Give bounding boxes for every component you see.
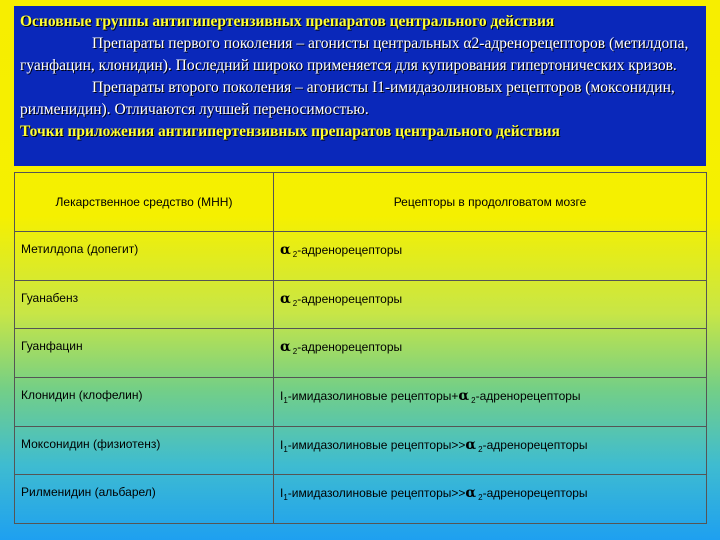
- alpha-symbol: α: [280, 290, 291, 307]
- col-receptor-header: Рецепторы в продолговатом мозге: [274, 173, 707, 232]
- subscript: 1: [283, 444, 288, 454]
- drug-cell: Рилменидин (альбарел): [15, 475, 274, 524]
- subscript: 1: [283, 493, 288, 503]
- alpha-symbol: α: [465, 485, 477, 502]
- alpha-symbol: α: [458, 387, 470, 404]
- receptor-text: -адренорецепторы: [482, 437, 588, 452]
- receptor-text: -имидазолиновые рецепторы: [287, 486, 452, 501]
- receptor-text: -имидазолиновые рецепторы: [287, 437, 452, 452]
- subscript: 2: [292, 298, 298, 308]
- receptor-cell: [274, 475, 707, 524]
- table-title: Точки приложения антигипертензивных препаратов центрального действия: [20, 123, 560, 140]
- table-row: [15, 280, 707, 329]
- subscript: 2: [292, 347, 298, 357]
- col-drug-header: Лекарственное средство (МНН): [15, 173, 274, 232]
- table-row: [15, 232, 707, 281]
- gtgt-text: >>: [451, 486, 466, 501]
- drug-cell: Гуанфацин: [15, 329, 274, 378]
- table-row: [15, 377, 707, 426]
- i-symbol: I: [280, 388, 284, 403]
- alpha-symbol: α: [280, 242, 291, 258]
- subscript: 2: [478, 493, 483, 503]
- second-generation-paragraph: Препараты второго поколения – агонисты I1-имидазолиновых рецепторов (моксонидин, рилменидин). Отличаются лучшей переносимостью.: [20, 79, 675, 118]
- receptor-text: -адренорецепторы: [297, 243, 403, 257]
- first-generation-paragraph: Препараты первого поколения – агонисты центральных α2-адренорецепторов (метилдопа, гуанфацин, клонидин). Последний широко применяется для купирования гипертонических кризов.: [20, 35, 689, 74]
- subscript: 2: [478, 444, 483, 454]
- receptor-cell: [274, 377, 707, 426]
- i-symbol: I: [280, 486, 284, 501]
- receptor-text: -адренорецепторы: [297, 340, 403, 355]
- drug-cell: Гуанабенз: [15, 280, 274, 329]
- receptor-cell: [274, 329, 707, 378]
- receptor-text: -имидазолиновые рецепторы: [287, 388, 452, 403]
- alpha-symbol: α: [280, 339, 291, 356]
- receptor-text: -адренорецепторы: [482, 486, 588, 501]
- info-panel: [14, 6, 706, 166]
- drug-cell: Клонидин (клофелин): [15, 377, 274, 426]
- receptor-cell: [274, 232, 707, 281]
- plus-text: +: [451, 388, 459, 403]
- drug-cell: Метилдопа (допегит): [15, 232, 274, 281]
- table-row: [15, 426, 707, 475]
- table-row: [15, 329, 707, 378]
- receptor-table: [14, 172, 707, 524]
- i-symbol: I: [280, 437, 284, 452]
- subscript: 1: [283, 395, 288, 405]
- subscript: 2: [471, 395, 476, 405]
- panel-title: Основные группы антигипертензивных препаратов центрального действия: [20, 13, 555, 30]
- receptor-cell: [274, 280, 707, 329]
- receptor-cell: [274, 426, 707, 475]
- table-header-row: [15, 173, 707, 232]
- drug-cell: Моксонидин (физиотенз): [15, 426, 274, 475]
- receptor-text: -адренорецепторы: [475, 388, 581, 403]
- gtgt-text: >>: [451, 437, 466, 452]
- subscript: 2: [292, 250, 298, 259]
- alpha-symbol: α: [465, 436, 477, 453]
- table-row: [15, 475, 707, 524]
- receptor-text: -адренорецепторы: [297, 291, 403, 306]
